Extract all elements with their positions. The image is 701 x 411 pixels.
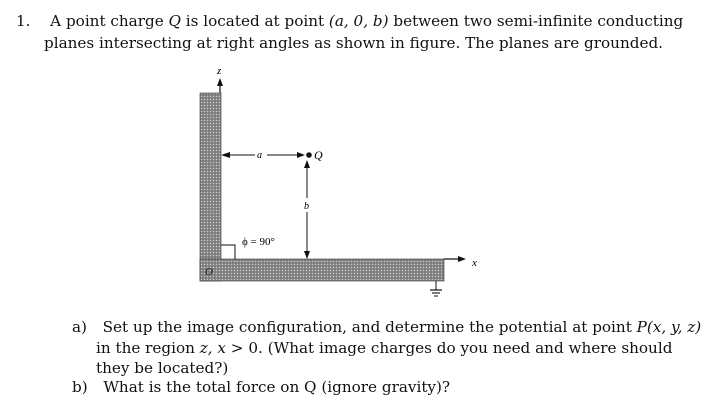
question-b-label: b) xyxy=(72,378,88,396)
charge-coordinates: (a, 0, b) xyxy=(328,12,389,30)
question-a-label: a) xyxy=(72,318,87,336)
x-axis-arrowhead xyxy=(458,256,466,262)
right-angle-marker xyxy=(221,245,235,259)
origin-label: O xyxy=(205,266,213,278)
vertical-conducting-plane xyxy=(200,93,221,281)
question-a-line-1 xyxy=(72,317,701,337)
question-a-line-3: they be located?) xyxy=(96,359,229,377)
x-label: x xyxy=(472,257,477,269)
problem-text: is located at point xyxy=(180,12,329,30)
point-charge xyxy=(306,152,312,158)
problem-line-2: planes intersecting at right angles as shown in figure. The planes are grounded. xyxy=(44,34,663,52)
problem-number: 1. xyxy=(16,12,31,30)
problem-text: A point charge xyxy=(50,12,169,30)
question-b-text: What is the total force on Q (ignore gravity)? xyxy=(103,378,451,396)
question-a-text: > 0. (What image charges do you need and where should xyxy=(225,339,673,357)
region-variables: z, x xyxy=(199,339,226,357)
question-a-text: Set up the image configuration, and determine the potential at point xyxy=(102,318,637,336)
question-a-line-2 xyxy=(96,338,672,358)
z-axis-arrowhead xyxy=(217,78,223,86)
question-b-line xyxy=(72,377,450,397)
horizontal-conducting-plane xyxy=(200,259,444,281)
z-label: z xyxy=(217,65,222,77)
ground-symbol xyxy=(430,281,442,296)
dimension-a xyxy=(221,152,305,158)
a-label: a xyxy=(257,150,262,161)
problem-text: between two semi-infinite conducting xyxy=(388,12,684,30)
b-label: b xyxy=(304,201,309,212)
angle-label: ϕ = 90° xyxy=(242,236,275,248)
point-p: P(x, y, z) xyxy=(636,318,701,336)
charge-symbol: Q xyxy=(168,12,181,30)
question-a-text: in the region xyxy=(96,339,200,357)
q-label: Q xyxy=(314,148,323,162)
